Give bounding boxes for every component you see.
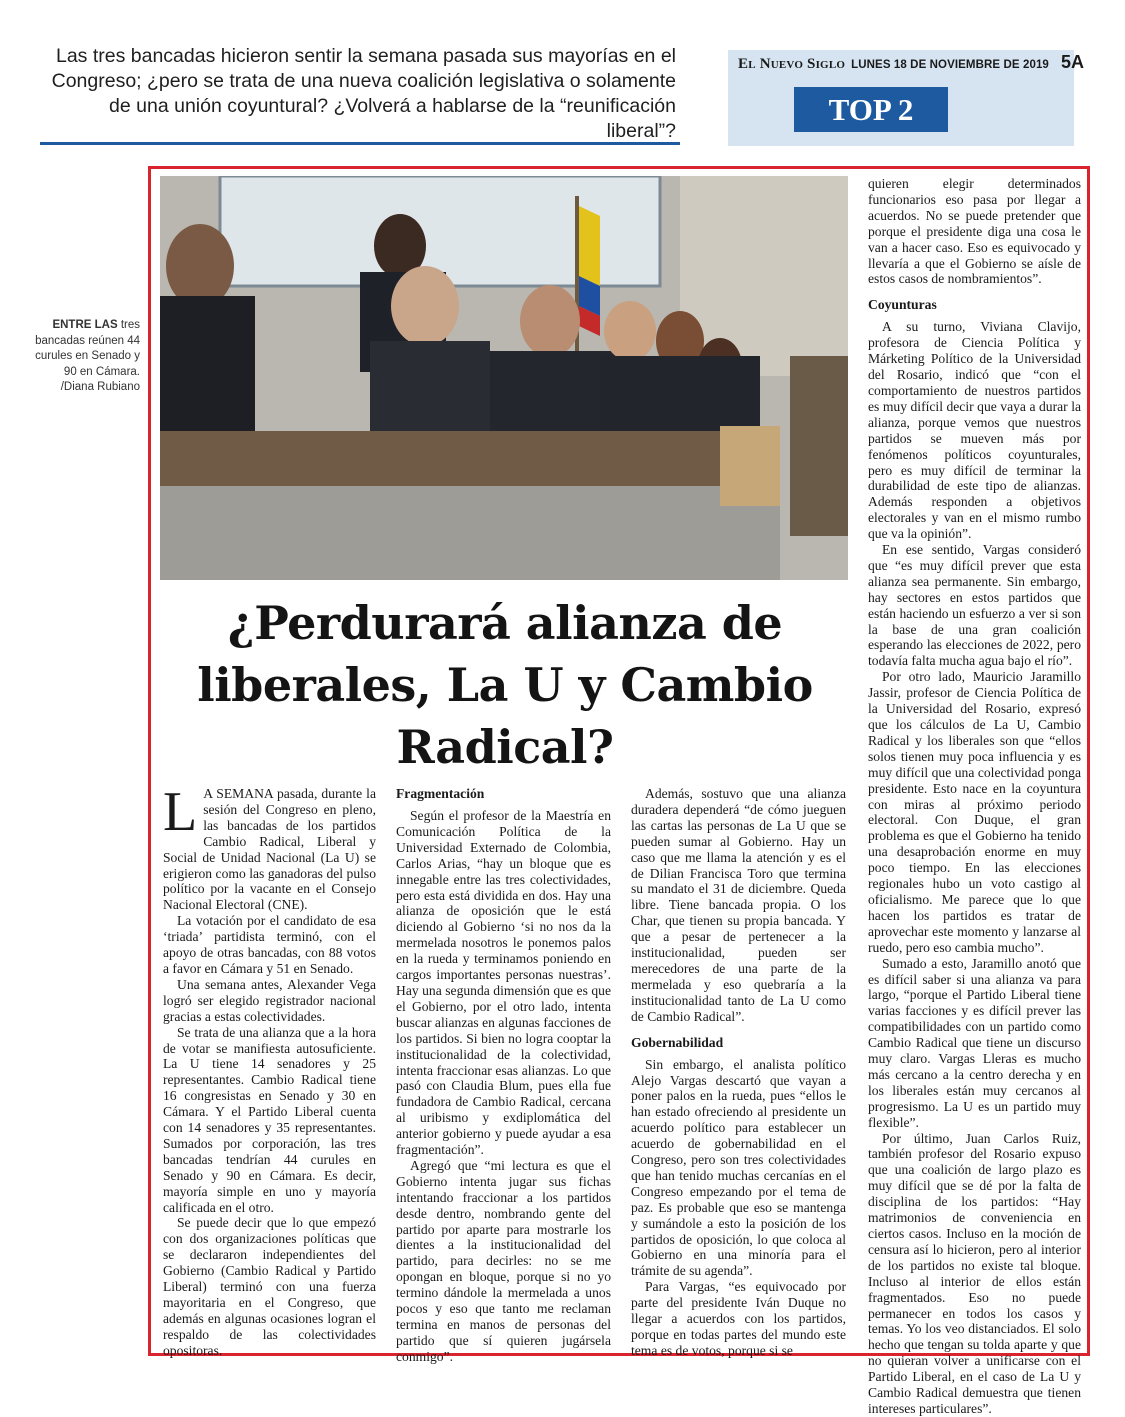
paragraph: quieren elegir determinados funcionarios eso pasa por llegar a acuerdos. No se puede pretender que porque el presidente diga una cosa le van a hacer caso. Eso es equivocado y llevaría a que el Gobierno se aísle de estos casos de nombramientos”. xyxy=(868,176,1081,287)
paragraph: Se trata de una alianza que a la hora de votar se manifiesta autosuficiente. La U tiene 14 senadores y 25 representantes. Cambio Radical tiene 16 congresistas en Senado y 30 en Cámara. Y el Partido Liberal cuenta con 14 senadores y 35 representantes. Sumados por corporación, las tres bancadas tendrían 44 curules en Senado y 90 en Cámara. Es decir, mayoría simple en uno y mayoría calificada en el otro. xyxy=(163,1024,376,1215)
drop-cap: L xyxy=(163,781,198,843)
subheading-fragmentacion: Fragmentación xyxy=(396,786,485,801)
article-column-1 xyxy=(163,781,376,1359)
photo-caption xyxy=(34,318,140,396)
photo-illustration xyxy=(160,176,848,580)
kicker-rule xyxy=(40,142,680,145)
article-photo xyxy=(160,176,848,580)
paragraph: Una semana antes, Alexander Vega logró ser elegido registrador nacional gracias a estas colectividades. xyxy=(163,976,376,1024)
kicker-text: Las tres bancadas hicieron sentir la semana pasada sus mayorías en el Congreso; ¿pero se trata de una nueva coalición legislativa o solamente de una unión coyuntural? ¿Volverá a hablarse de la “reunificación liberal”? xyxy=(51,45,676,142)
paragraph: Además, sostuvo que una alianza duradera dependerá “de cómo jueguen las cartas las personas de La U que se pueden sumar al Gobierno. Hay un caso que me llama la atención y es el de Dilian Francisca Toro que termina su mandato el 31 de diciembre. Queda libre. Tiene bancada propia. O los Char, que tienen su propia bancada. Y que a pesar de pertenecer a la institucionalidad, pueden ser merecedores de una parte de la mermelada y eso quebraría a la institucionalidad tanto de La U como de Cambio Radical”. xyxy=(631,786,846,1024)
paper-name: El Nuevo Siglo xyxy=(738,56,846,72)
paragraph: Se puede decir que lo que empezó con dos organizaciones políticas que se declararon independientes del Gobierno (Cambio Radical y Partido Liberal) terminó con una fuerza mayoritaria en el Congreso, que además en algunas ocasiones logran el respaldo de las colectividades opositoras. xyxy=(163,1215,376,1358)
paragraph: Por otro lado, Mauricio Jaramillo Jassir, profesor de Ciencia Política de la Universidad del Rosario, expresó que los cálculos de La U, Cambio Radical y los liberales son que “ellos solos tienen muy poca influencia y es muy difícil que una colectividad ponga presidente. Esto nace en la coyuntura con miras al próximo periodo electoral. Con Duque, el gran problema es que el Gobierno ha tenido una desaprobación enorme en muy poco tiempo. En las elecciones regionales hubo un voto castigo al oficialismo. Me parece que lo que hacen los partidos es tratar de aprovechar este momento y lanzarse al ruedo, pero eso cambia mucho”. xyxy=(868,669,1081,955)
article-column-3 xyxy=(631,786,846,1359)
paragraph: A su turno, Viviana Clavijo, profesora de Ciencia Política y Márketing Político de la Universidad del Rosario, indicó que “con el comportamiento de nuestros partidos es muy difícil decir que vaya a durar la alianza, porque vemos que nuestros partidos se mueven más por fenómenos políticos coyunturales, pero es muy difícil de terminar la durabilidad de este tipo de alianzas. Además responden a objetivos electorales y van en el mismo rumbo que va la opinión”. xyxy=(868,319,1081,542)
paragraph: Sumado a esto, Jaramillo anotó que es difícil saber si una alianza va para largo, “porque el Partido Liberal tiene varias facciones y es difícil prever las compatibilidades con un partido como Cambio Radical que tiene un discurso muy claro. Vargas Lleras es mucho más cercano a la centro derecha y en los liberales están muy cercanos al progresismo. La U es un partido muy flexible”. xyxy=(868,955,1081,1130)
paragraph: Según el profesor de la Maestría en Comunicación Política de la Universidad Externado de Colombia, Carlos Arias, “hay un bloque que es innegable entre las tres colectividades, pero esta está dividida en dos. Hay una alianza de oposición que le está diciendo al Gobierno ‘si no nos da la mermelada nosotros le ponemos palos en la rueda y terminamos poniendo en cargos importantes personas nuestras’. Hay una segunda dimensión que es que el Gobierno, por el otro lado, intenta buscar alianzas en algunas facciones de los partidos. Si bien no logra cooptar la institucionalidad de la colectividad, intenta fraccionar esas alianzas. Lo que pasó con Claudia Blum, pues ella fue fundadora de Cambio Radical, cercana al uribismo y exdiplomática del anterior gobierno y puede ayudar a esa fragmentación”. xyxy=(396,808,611,1158)
paragraph: En ese sentido, Vargas consideró que “es muy difícil prever que esta alianza sea permanente. Sin embargo, hay sectores en estos partidos que están haciendo un esfuerzo a ver si son la base de una gran coalición esperando las elecciones de 2022, pero todavía falta mucha agua bajo el río”. xyxy=(868,542,1081,669)
article-column-4 xyxy=(868,176,1081,1417)
paragraph: Para Vargas, “es equivocado por parte del presidente Iván Duque no llegar a acuerdos con los partidos, porque en todas partes del mundo este tema es de votos, porque si se xyxy=(631,1279,846,1358)
section-badge: TOP 2 xyxy=(794,87,948,132)
paragraph: La votación por el candidato de esa ‘triada’ partidista terminó, con el apoyo de otras bancadas, con 88 votos a favor en Cámara y 51 en Senado. xyxy=(163,913,376,976)
subheading-coyunturas: Coyunturas xyxy=(868,297,937,313)
headline: ¿Perdurará alianza de liberales, La U y Cambio Radical? xyxy=(197,596,813,774)
paragraph: Por último, Juan Carlos Ruiz, también profesor del Rosario expuso que una coalición de largo plazo es muy difícil que se dé por la falta de disciplina de los partidos: “Hay matrimonios de conveniencia en ciertos casos. Incluso en la moción de censura así lo hicieron, pero al interior de los partidos no existe tal bloque. Incluso al interior de ellos están fragmentados. Eso no puede permanecer en todos los casos y temas. Yo los veo distanciados. El solo hecho que tengan su tolda aparte y que no quieran volver a unificarse con el Partido Liberal, en el caso de La U y Cambio Radical demuestra que tienen intereses particulares”. xyxy=(868,1130,1081,1416)
page-number: 5A xyxy=(1060,52,1084,72)
issue-date: LUNES 18 DE NOVIEMBRE DE 2019 xyxy=(851,59,1049,71)
subheading-gobernabilidad: Gobernabilidad xyxy=(631,1034,724,1050)
paragraph: Agregó que “mi lectura es que el Gobierno intenta jugar sus fichas intentando fraccionar a los partidos desde dentro, nombrando gente del partido por aparte para mostrarle los dientes a la institucionalidad del partido, para decirles: no se me opongan en bloque, porque si no yo termino dándole la mermelada a unos pocos y eso que tanto me reclaman termina en manos de personas del partido que sí quieren jugársela conmigo”. xyxy=(396,1157,611,1364)
caption-lead: ENTRE LAS xyxy=(52,319,118,331)
masthead xyxy=(738,52,1084,73)
article-column-2 xyxy=(396,786,611,1365)
caption-text: tres bancadas reúnen 44 curules en Senado y 90 en Cámara. /Diana Rubiano xyxy=(35,319,140,393)
paragraph: Sin embargo, el analista político Alejo Vargas descartó que vayan a poner palos en la rueda, pues “ellos le han estado ofreciendo al presidente un acuerdo político para establecer un acuerdo de gobernabilidad en el Congreso, pero son tres colectividades que han tenido muchas cercanías en el Congreso empezando por el tema de paz. Es probable que eso se mantenga y sumándole a esto la posición de los partidos de oposición, lo que coloca al Gobierno en una minoría para el trámite de su agenda”. xyxy=(631,1056,846,1279)
paragraph: L A SEMANA pasada, durante la sesión del Congreso en pleno, las bancadas de los partidos Cambio Radical, Liberal y Social de Unidad Nacional (La U) se erigieron como las ganadoras del pulso político por la vacante en el Consejo Nacional Electoral (CNE). xyxy=(163,781,376,913)
